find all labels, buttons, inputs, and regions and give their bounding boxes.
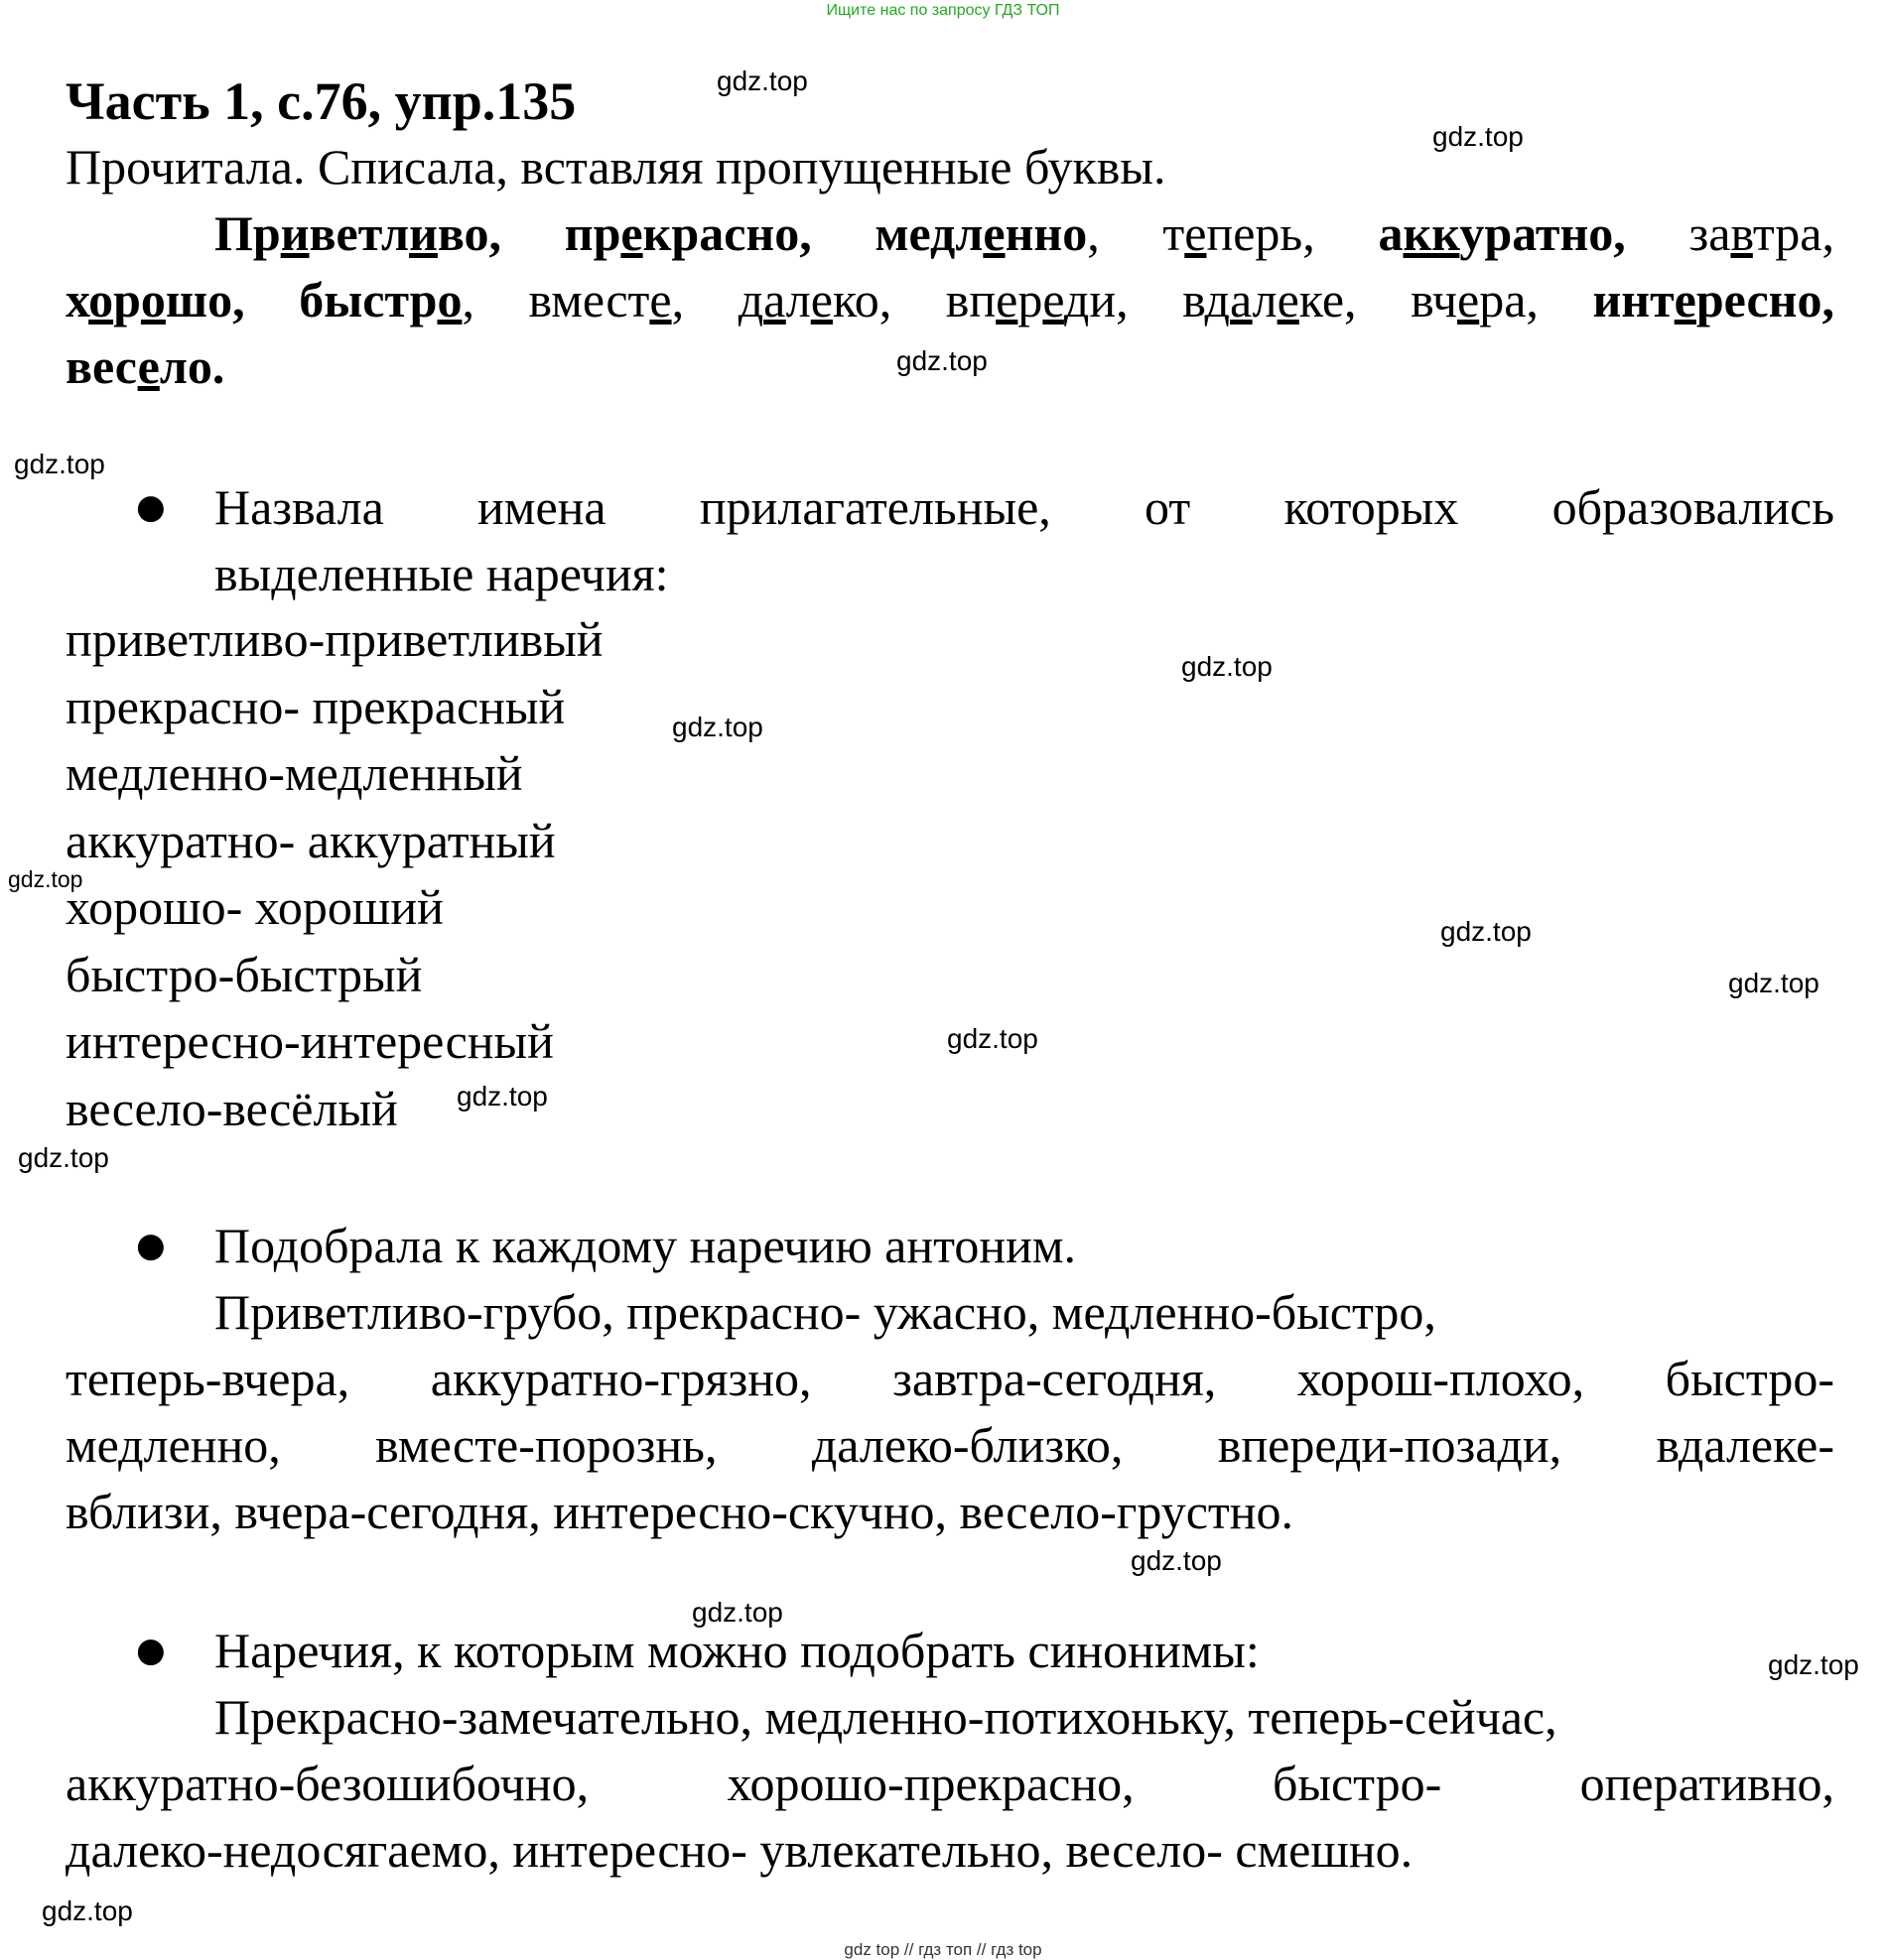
watermark: gdz.top: [1131, 1545, 1222, 1576]
watermark: gdz.top: [1440, 916, 1532, 947]
list-item: приветливо-приветливый: [66, 611, 604, 667]
list-item: хорошо- хороший: [66, 879, 444, 935]
antonyms-line-2: теперь-вчера, аккуратно-грязно, завтра-сегодня, хорош-плохо, быстро-: [66, 1351, 1834, 1406]
watermark: gdz.top: [8, 866, 83, 892]
watermark: gdz.top: [1768, 1649, 1859, 1680]
antonyms-line-4: вблизи, вчера-сегодня, интересно-скучно, весело-грустно.: [66, 1484, 1294, 1539]
bullet-dot: ●: [136, 487, 166, 527]
page-title: Часть 1, с.76, упр.135: [66, 71, 577, 131]
watermark: gdz.top: [947, 1023, 1038, 1054]
exercise-line-1: Приветливо, прекрасно, медленно, теперь, аккуратно, завтра,: [214, 205, 1834, 261]
bullet1-heading-line1: ● Назвала имена прилагательные, от которых образовались: [214, 474, 1834, 541]
exercise-line-2: хорошо, быстро, вместе, далеко, впереди, вдалеке, вчера, интересно,: [66, 272, 1834, 327]
watermark: gdz.top: [1181, 651, 1273, 682]
watermark: gdz.top: [672, 712, 763, 742]
bullet-dot: ●: [136, 1631, 166, 1670]
bottom-banner: gdz top // гдз топ // гдз top: [844, 1940, 1042, 1959]
adjective-pairs-list: [66, 606, 604, 1142]
bullet-dot: ●: [136, 1226, 166, 1265]
list-item: интересно-интересный: [66, 1013, 554, 1069]
watermark: gdz.top: [14, 449, 105, 479]
watermark: gdz.top: [1432, 121, 1524, 152]
watermark: gdz.top: [896, 345, 988, 376]
watermark: gdz.top: [717, 65, 808, 96]
list-item: быстро-быстрый: [66, 946, 423, 1002]
list-item: медленно-медленный: [66, 745, 523, 801]
intro-text: Прочитала. Списала, вставляя пропущенные буквы.: [66, 139, 1166, 195]
synonyms-line-1: Прекрасно-замечательно, медленно-потихоньку, теперь-сейчас,: [214, 1689, 1557, 1745]
watermark: gdz.top: [692, 1597, 783, 1628]
exercise-line-3: весело.: [66, 338, 225, 394]
bullet3-heading: ● Наречия, к которым можно подобрать синонимы:: [214, 1618, 1834, 1684]
antonyms-line-3: медленно, вместе-порознь, далеко-близко, впереди-позади, вдалеке-: [66, 1417, 1834, 1473]
synonyms-line-2: аккуратно-безошибочно, хорошо-прекрасно, быстро- оперативно,: [66, 1756, 1834, 1811]
list-item: весело-весёлый: [66, 1080, 398, 1136]
antonyms-line-1: Приветливо-грубо, прекрасно- ужасно, медленно-быстро,: [214, 1284, 1436, 1340]
synonyms-line-3: далеко-недосягаемо, интересно- увлекательно, весело- смешно.: [66, 1822, 1414, 1878]
bullet2-heading: ● Подобрала к каждому наречию антоним.: [214, 1213, 1834, 1279]
watermark: gdz.top: [1728, 968, 1819, 998]
bullet1-heading-line2: выделенные наречия:: [214, 546, 669, 601]
watermark: gdz.top: [42, 1895, 133, 1926]
top-banner: Ищите нас по запросу ГДЗ ТОП: [826, 2, 1060, 19]
list-item: аккуратно- аккуратный: [66, 812, 556, 868]
watermark: gdz.top: [457, 1081, 548, 1111]
watermark: gdz.top: [18, 1142, 109, 1173]
list-item: прекрасно- прекрасный: [66, 678, 566, 734]
